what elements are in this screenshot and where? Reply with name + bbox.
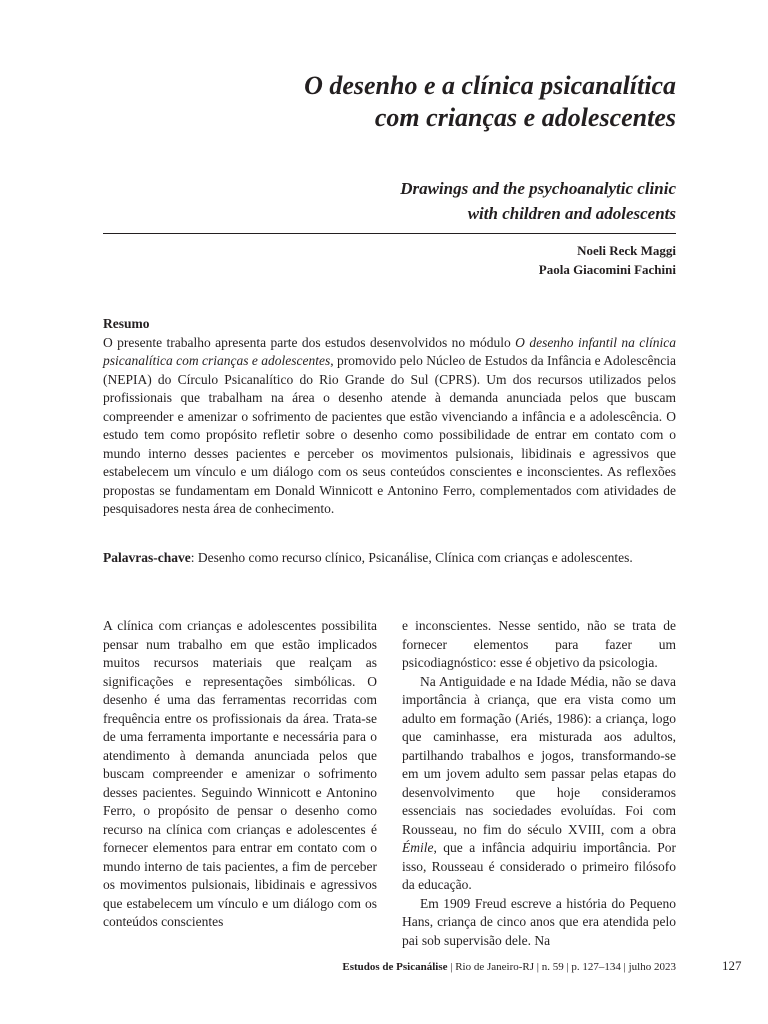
body-paragraph — [402, 673, 676, 895]
abstract-text — [103, 334, 676, 519]
abstract-text-rest: , promovido pelo Núcleo de Estudos da Infância e Adolescência (NEPIA) do Círculo Psicanalítico do Rio Grande do Sul (CPRS). Um dos recursos utilizados pelos profissionais que trabalham na área o desenho atende à demanda anunciada pelos que buscam compreender e amenizar o sofrimento de pacientes que estão vivenciando a infância e a adolescência. O estudo tem como propósito refletir sobre o desenho como possibilidade de entrar em contato com o mundo interno desses pacientes e perceber os movimentos pulsionais, libidinais e agressivos que estabelecem um vínculo e um diálogo com os seus conteúdos conscientes e inconscientes. As reflexões propostas se fundamentam em Donald Winnicott e Antonino Ferro, complementados com atividades de pesquisadores nesta área de conhecimento. — [103, 353, 676, 516]
paragraph-text-rest: , que a infância adquiriu importância. Por isso, Rousseau é considerado o primeiro filósofo da educação. — [402, 840, 676, 892]
keywords-text: : Desenho como recurso clínico, Psicanálise, Clínica com crianças e adolescentes. — [190, 550, 633, 565]
abstract-heading: Resumo — [103, 316, 150, 331]
keywords-section — [103, 549, 676, 568]
article-subtitle-english — [400, 176, 676, 226]
keywords-label: Palavras-chave — [103, 550, 191, 565]
author-list — [539, 241, 676, 279]
abstract-section — [103, 315, 676, 519]
subtitle-line-1: Drawings and the psychoanalytic clinic — [400, 179, 676, 198]
paragraph-text-start: Na Antiguidade e na Idade Média, não se dava importância à criança, que era vista como um adulto em formação (Ariés, 1986): a criança, logo que caminhasse, era misturada aos adultos, partilhando trabalhos e jogos, transformando-se em um jovem adulto sem passar pelas etapas do desenvolvimento que hoje consideramos essenciais nas sociedades evoluídas. Foi com Rousseau, no fim do século XVIII, com a obra — [402, 673, 676, 837]
article-title — [304, 70, 676, 134]
journal-name: Estudos de Psicanálise — [342, 961, 448, 973]
body-column-left — [103, 617, 377, 932]
author-name: Paola Giacomini Fachini — [538, 262, 676, 277]
body-paragraph: Em 1909 Freud escreve a história do Pequeno Hans, criança de cinco anos que era atendida pelo pai sob supervisão dele. Na — [402, 895, 676, 948]
page-number: 127 — [722, 958, 742, 973]
title-line-1: O desenho e a clínica psicanalítica — [304, 71, 676, 100]
module-title: O desenho infantil na clínica psicanalítica com crianças e adolescentes — [103, 334, 677, 368]
body-paragraph: A clínica com crianças e adolescentes possibilita pensar num trabalho em que estão implicados muitos recursos materiais que realçam as significações e representações simbólicas. O desenho é uma das ferramentas recorridas com frequência entre os profissionais da área. Trata-se de uma ferramenta importante e necessária para o atendimento à demanda anunciada pelos que buscam compreender e amenizar o sofrimento desses pacientes. Seguindo Winnicott e Antonino Ferro, o propósito de pensar o desenho como recurso na clínica com crianças e adolescentes é fornecer elementos para entrar em contato com o mundo interno de tais pacientes, a fim de perceber os movimentos pulsionais, libidinais e agressivos que estabelecem um vínculo e um diálogo com os conteúdos conscientes — [103, 618, 377, 929]
header-divider — [103, 233, 676, 234]
abstract-text-start: O presente trabalho apresenta parte dos estudos desenvolvidos no módulo — [103, 334, 516, 350]
author-name: Noeli Reck Maggi — [577, 243, 676, 258]
page-footer — [342, 960, 676, 974]
body-column-right — [402, 617, 676, 950]
journal-details: | Rio de Janeiro-RJ | n. 59 | p. 127–134 | julho 2023 — [447, 961, 676, 973]
body-paragraph: e inconscientes. Nesse sentido, não se trata de fornecer elementos para fazer um psicodiagnóstico: esse é objetivo da psicologia. — [402, 618, 676, 670]
book-title: Émile — [402, 840, 434, 855]
title-line-2: com crianças e adolescentes — [374, 103, 676, 132]
subtitle-line-2: with children and adolescents — [467, 204, 676, 223]
